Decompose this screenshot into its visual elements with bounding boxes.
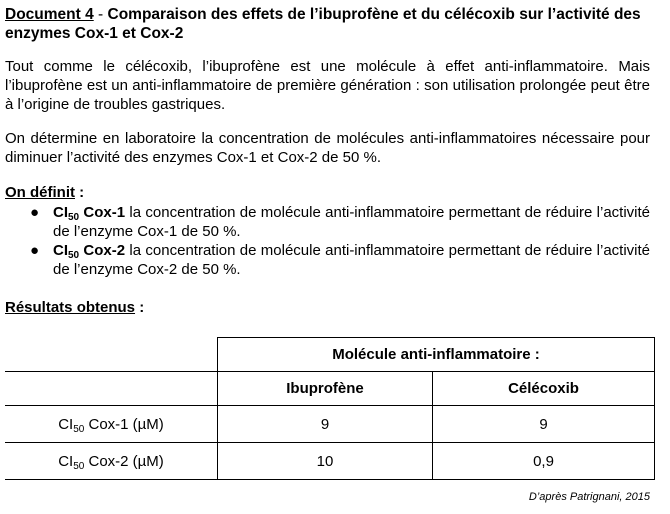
method-paragraph: On détermine en laboratoire la concentration de molécules anti-inflammatoires nécessaire pour diminuer l’activité des enzymes Cox-1 et Cox-2 de 50 %. bbox=[5, 130, 650, 166]
table-header-row bbox=[5, 338, 655, 372]
row-label-cox1: $CI_{50}$ Cox-1 (µM) bbox=[5, 406, 218, 443]
definitions-heading bbox=[5, 183, 84, 202]
cell-celecoxib-cox2: 0,9 bbox=[433, 443, 655, 480]
column-header-celecoxib: Célécoxib bbox=[433, 372, 655, 406]
definition-item bbox=[5, 203, 650, 241]
definitions-heading-text: On définit bbox=[5, 184, 75, 201]
definition-text: la concentration de molécule anti-inflammatoire permettant de réduire l’activité de l’enzyme Cox-2 de 50 %. bbox=[53, 242, 651, 278]
table-corner-cell bbox=[5, 338, 218, 372]
results-table bbox=[5, 337, 655, 480]
definition-text: la concentration de molécule anti-inflammatoire permettant de réduire l’activité de l’enzyme Cox-1 de 50 %. bbox=[53, 204, 651, 240]
definitions-heading-suffix: : bbox=[75, 184, 85, 201]
intro-paragraph: Tout comme le célécoxib, l’ibuprofène est une molécule à effet anti-inflammatoire. Mais l’ibuprofène est un anti-inflammatoire de première génération : son utilisation prolongée peut être à l’origine de troubles gastriques. bbox=[5, 58, 650, 113]
bullet-icon: ● bbox=[30, 242, 40, 259]
bullet-icon: ● bbox=[30, 204, 40, 221]
document-page bbox=[5, 0, 650, 514]
table-group-header: Molécule anti-inflammatoire : bbox=[218, 338, 655, 372]
results-heading-text: Résultats obtenus bbox=[5, 299, 136, 316]
results-heading-suffix: : bbox=[135, 299, 145, 316]
definition-term: $CI_{50}$ Cox-1 bbox=[53, 204, 126, 223]
table-column-header-row bbox=[5, 372, 655, 406]
document-title bbox=[5, 5, 650, 43]
definitions-list bbox=[5, 203, 650, 279]
results-heading bbox=[5, 298, 144, 317]
document-label: Document 4 bbox=[5, 6, 94, 23]
cell-ibuprofene-cox1: 9 bbox=[218, 406, 433, 443]
definition-item bbox=[5, 241, 650, 279]
document-title-text: Comparaison des effets de l’ibuprofène et du célécoxib sur l’activité des enzymes Cox-1 et Cox-2 bbox=[5, 6, 641, 42]
source-citation: D’après Patrignani, 2015 bbox=[528, 491, 650, 503]
table-blank-cell bbox=[5, 372, 218, 406]
cell-ibuprofene-cox2: 10 bbox=[218, 443, 433, 480]
cell-celecoxib-cox1: 9 bbox=[433, 406, 655, 443]
definition-term: $CI_{50}$ Cox-2 bbox=[53, 242, 126, 261]
table-row bbox=[5, 406, 655, 443]
column-header-ibuprofene: Ibuprofène bbox=[218, 372, 433, 406]
title-separator: - bbox=[93, 6, 108, 23]
row-label-cox2: $CI_{50}$ Cox-2 (µM) bbox=[5, 443, 218, 480]
table-row bbox=[5, 443, 655, 480]
